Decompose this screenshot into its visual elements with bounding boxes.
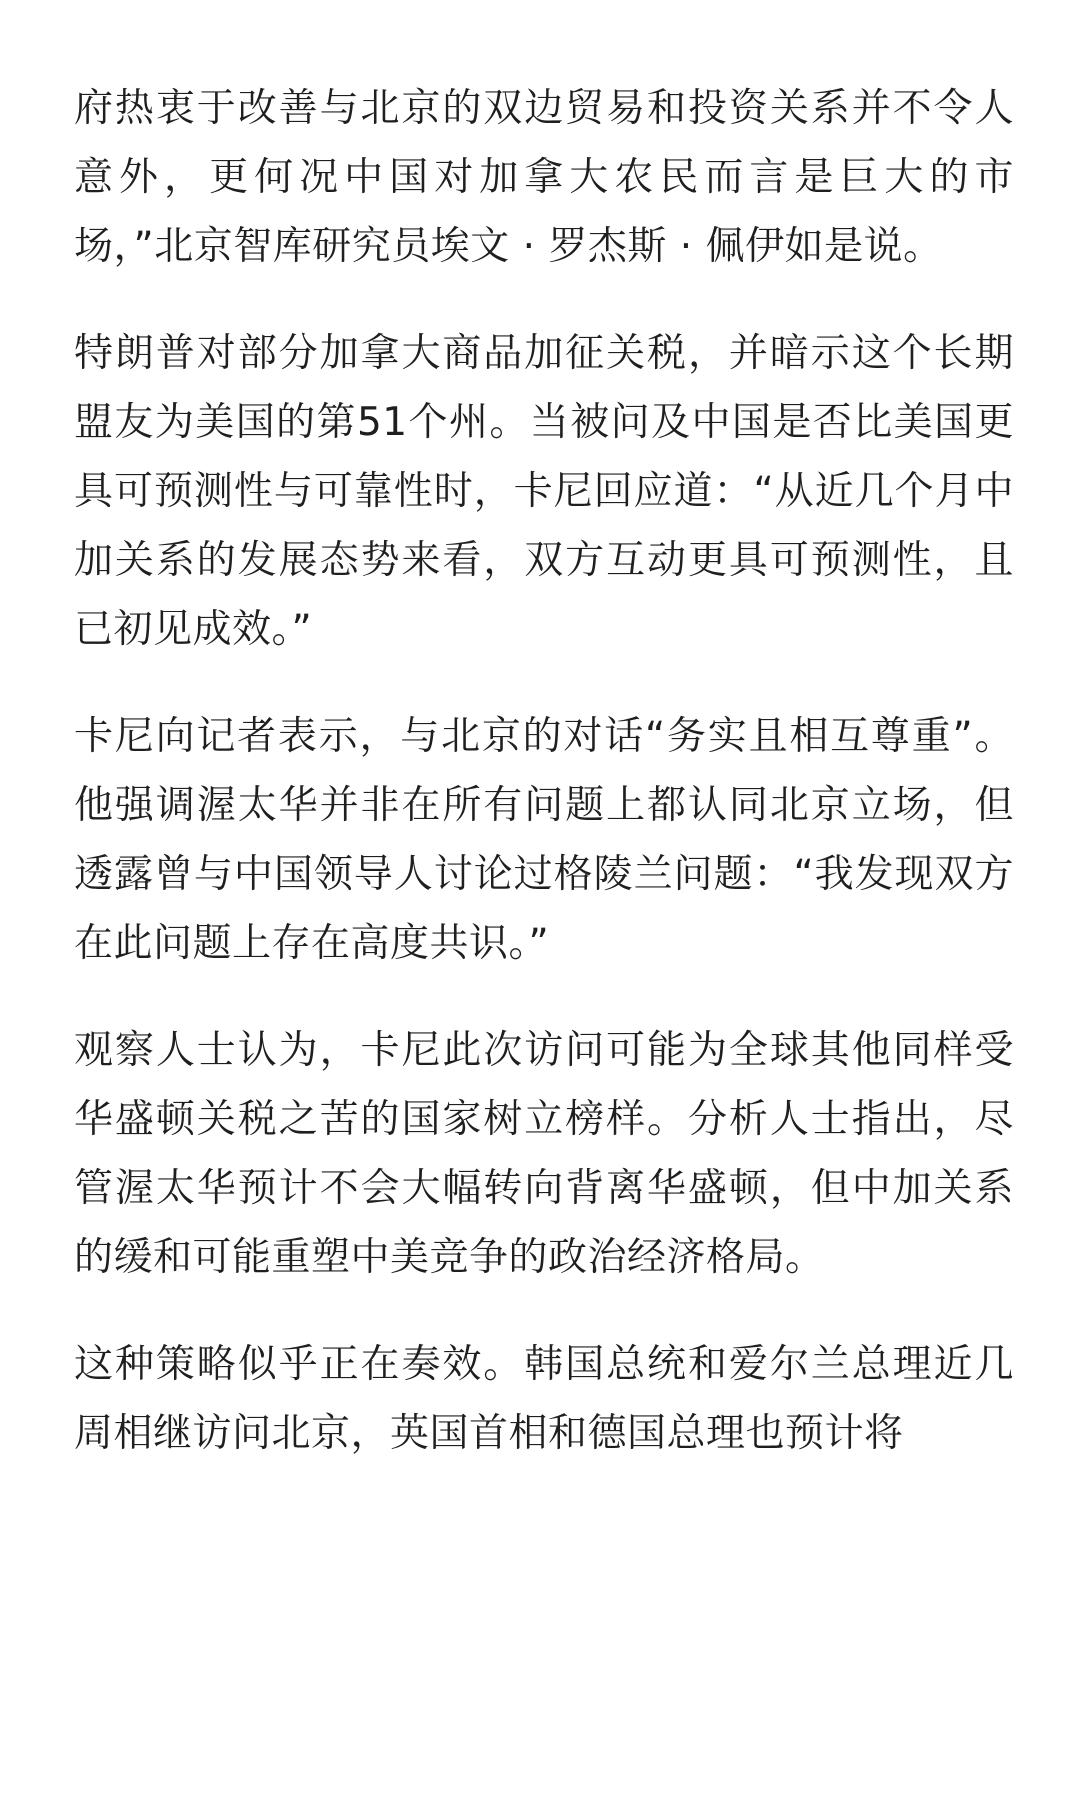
article-paragraph-1: 府热衷于改善与北京的双边贸易和投资关系并不令人意外，更何况中国对加拿大农民而言是巨大的市场，”北京智库研究员埃文 · 罗杰斯 · 佩伊如是说。 [74, 86, 1014, 269]
article-paragraph-4: 观察人士认为，卡尼此次访问可能为全球其他同样受华盛顿关税之苦的国家树立榜样。分析人士指出，尽管渥太华预计不会大幅转向背离华盛顿，但中加关系的缓和可能重塑中美竞争的政治经济格局。 [74, 1028, 1014, 1280]
article-paragraph-3: 卡尼向记者表示，与北京的对话“务实且相互尊重”。他强调渥太华并非在所有问题上都认同北京立场，但透露曾与中国领导人讨论过格陵兰问题：“我发现双方在此问题上存在高度共识。” [74, 714, 1014, 966]
article-paragraph-2: 特朗普对部分加拿大商品加征关税，并暗示这个长期盟友为美国的第51个州。当被问及中国是否比美国更具可预测性与可靠性时，卡尼回应道：“从近几个月中加关系的发展态势来看，双方互动更具可预测性，且已初见成效。” [74, 331, 1014, 652]
article-body [74, 74, 1014, 1506]
article-paragraph-5: 这种策略似乎正在奏效。韩国总统和爱尔兰总理近几周相继访问北京，英国首相和德国总理也预计将 [74, 1342, 1014, 1456]
